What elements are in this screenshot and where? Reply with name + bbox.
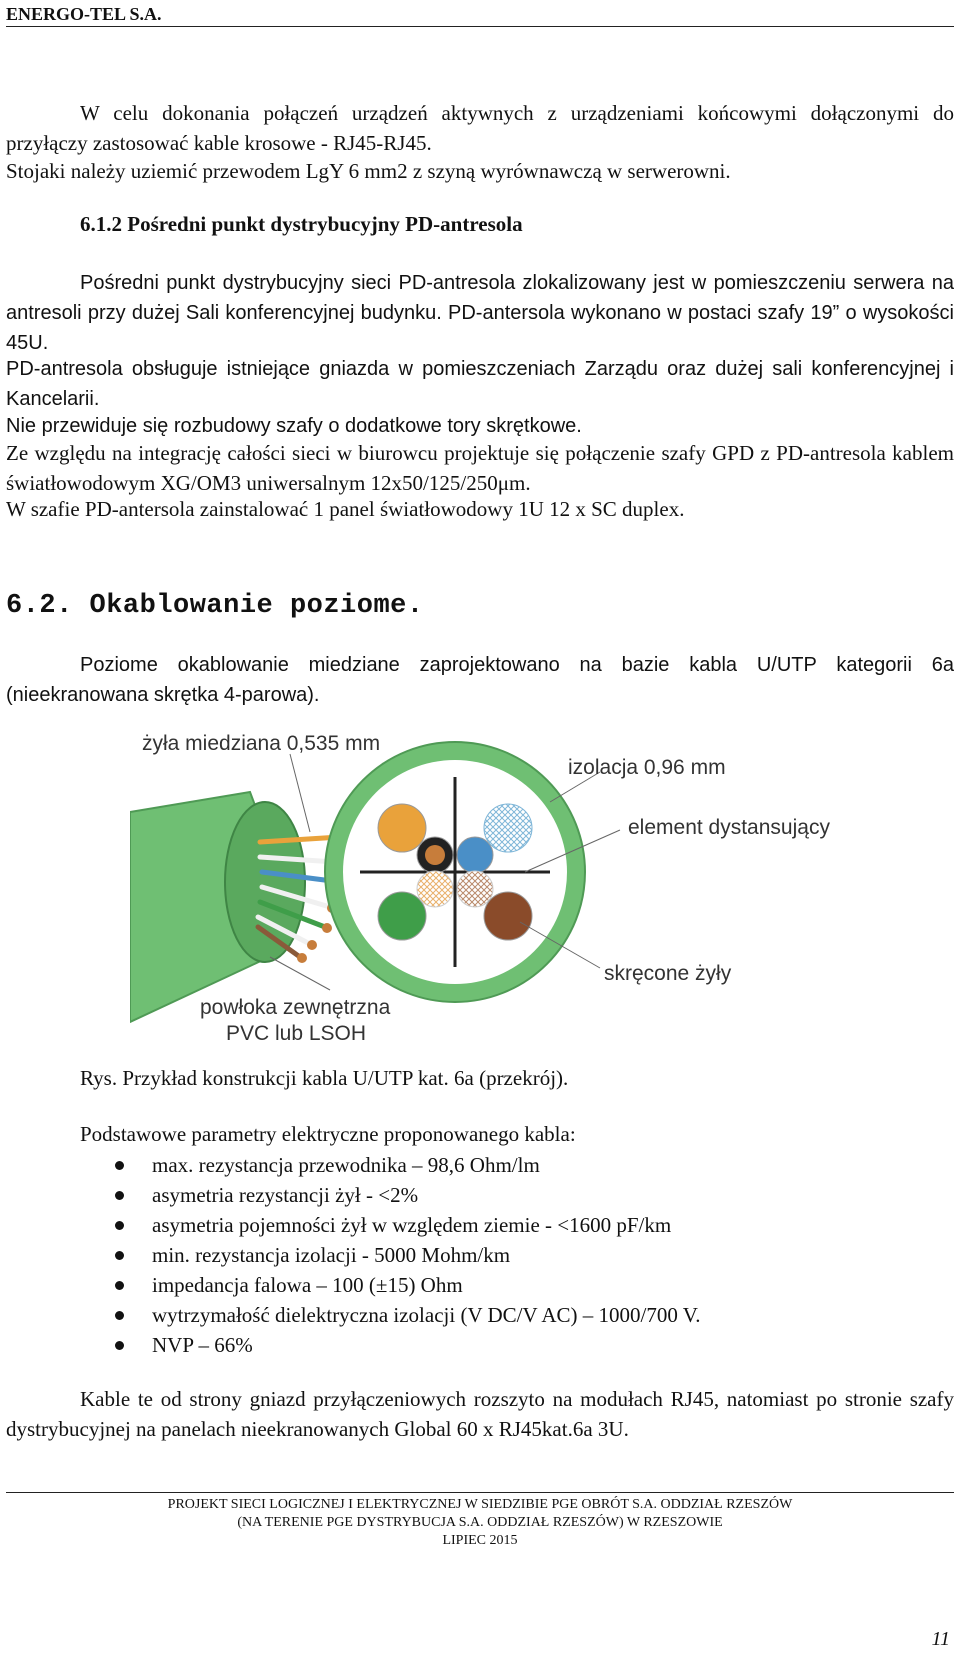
cable-side-view (130, 792, 347, 1022)
bullet-icon (115, 1191, 124, 1200)
list-item: min. rezystancja izolacji - 5000 Mohm/km (80, 1240, 700, 1270)
cable-cross-section (325, 742, 585, 1002)
footer-line-2: (NA TERENIE PGE DYSTRYBUCJA S.A. ODDZIAŁ RZESZÓW) W RZESZOWIE (237, 1515, 723, 1530)
list-item: wytrzymałość dielektryczna izolacji (V DC/V AC) – 1000/700 V. (80, 1300, 700, 1330)
cable-cross-section-figure (130, 722, 870, 1062)
params-title: Podstawowe parametry elektryczne proponowanego kabla: (80, 1122, 576, 1146)
section-62-paragraph-1: Poziome okablowanie miedziane zaprojektowano na bazie kabla U/UTP kategorii 6a (nieekranowana skrętka 4-parowa). (6, 654, 954, 706)
label-jacket-material: PVC lub LSOH (226, 1022, 367, 1045)
footer-line-1: PROJEKT SIECI LOGICZNEJ I ELEKTRYCZNEJ W SIEDZIBIE PGE OBRÓT S.A. ODDZIAŁ RZESZÓW (167, 1497, 793, 1512)
section-heading-6-1-2: 6.1.2 Pośredni punkt dystrybucyjny PD-antresola (80, 212, 523, 236)
section-612-paragraph-4: Ze względu na integrację całości sieci w biurowcu projektuje się połączenie szafy GPD z PD-antresola kablem światłowodowym XG/OM3 uniwersalnym 12x50/125/250μm. (6, 441, 954, 495)
intro-paragraph-2: Stojaki należy uziemić przewodem LgY 6 mm2 z szyną wyrównawczą w serwerowni. (6, 159, 731, 183)
bullet-icon (115, 1341, 124, 1350)
header-rule (6, 26, 954, 27)
section-612-paragraph-2: PD-antresola obsługuje istniejące gniazda w pomieszczeniach Zarządu oraz dużej sali konferencyjnej i Kancelarii. (6, 358, 954, 410)
section-612-paragraph-1: Pośredni punkt dystrybucyjny sieci PD-antresola zlokalizowany jest w pomieszczeniu serwera na antresoli przy dużej Sali konferencyjnej budynku. PD-antersola wykonano w postaci szafy 19” o wysokości 45U. (6, 272, 954, 354)
page-number: 11 (931, 1628, 950, 1650)
footer-rule (6, 1492, 954, 1493)
list-item: NVP – 66% (80, 1330, 700, 1360)
label-twisted-wires: skręcone żyły (604, 962, 732, 985)
list-item: asymetria pojemności żył w względem ziemie - <1600 pF/km (80, 1210, 700, 1240)
list-item: impedancja falowa – 100 (±15) Ohm (80, 1270, 700, 1300)
section-612-paragraph-3: Nie przewiduje się rozbudowy szafy o dodatkowe tory skrętkowe. (6, 415, 582, 437)
figure-caption: Rys. Przykład konstrukcji kabla U/UTP kat. 6a (przekrój). (80, 1066, 569, 1090)
label-outer-jacket: powłoka zewnętrzna (200, 996, 391, 1019)
intro-paragraph-1: W celu dokonania połączeń urządzeń aktywnych z urządzeniami końcowymi dołączonymi do przyłączy zastosować kable krosowe - RJ45-RJ45. (6, 101, 954, 155)
label-conductor: żyła miedziana 0,535 mm (142, 732, 381, 755)
bullet-icon (115, 1221, 124, 1230)
page-footer (0, 1496, 960, 1550)
section-612-paragraph-5: W szafie PD-antersola zainstalować 1 panel światłowodowy 1U 12 x SC duplex. (6, 497, 685, 521)
bullet-icon (115, 1161, 124, 1170)
label-insulation: izolacja 0,96 mm (568, 756, 726, 779)
footer-line-3: LIPIEC 2015 (442, 1533, 518, 1548)
list-item: max. rezystancja przewodnika – 98,6 Ohm/lm (80, 1150, 700, 1180)
list-item: asymetria rezystancji żył - <2% (80, 1180, 700, 1210)
section-heading-6-2: 6.2. Okablowanie poziome. (6, 591, 424, 621)
closing-paragraph: Kable te od strony gniazd przyłączeniowych rozszyto na modułach RJ45, natomiast po stronie szafy dystrybucyjnej na panelach nieekranowanych Global 60 x RJ45kat.6a 3U. (6, 1387, 954, 1441)
params-list (80, 1150, 700, 1360)
header-company: ENERGO-TEL S.A. (6, 4, 162, 24)
label-spacer: element dystansujący (628, 816, 830, 839)
cable-diagram (130, 722, 870, 1062)
bullet-icon (115, 1251, 124, 1260)
bullet-icon (115, 1311, 124, 1320)
bullet-icon (115, 1281, 124, 1290)
